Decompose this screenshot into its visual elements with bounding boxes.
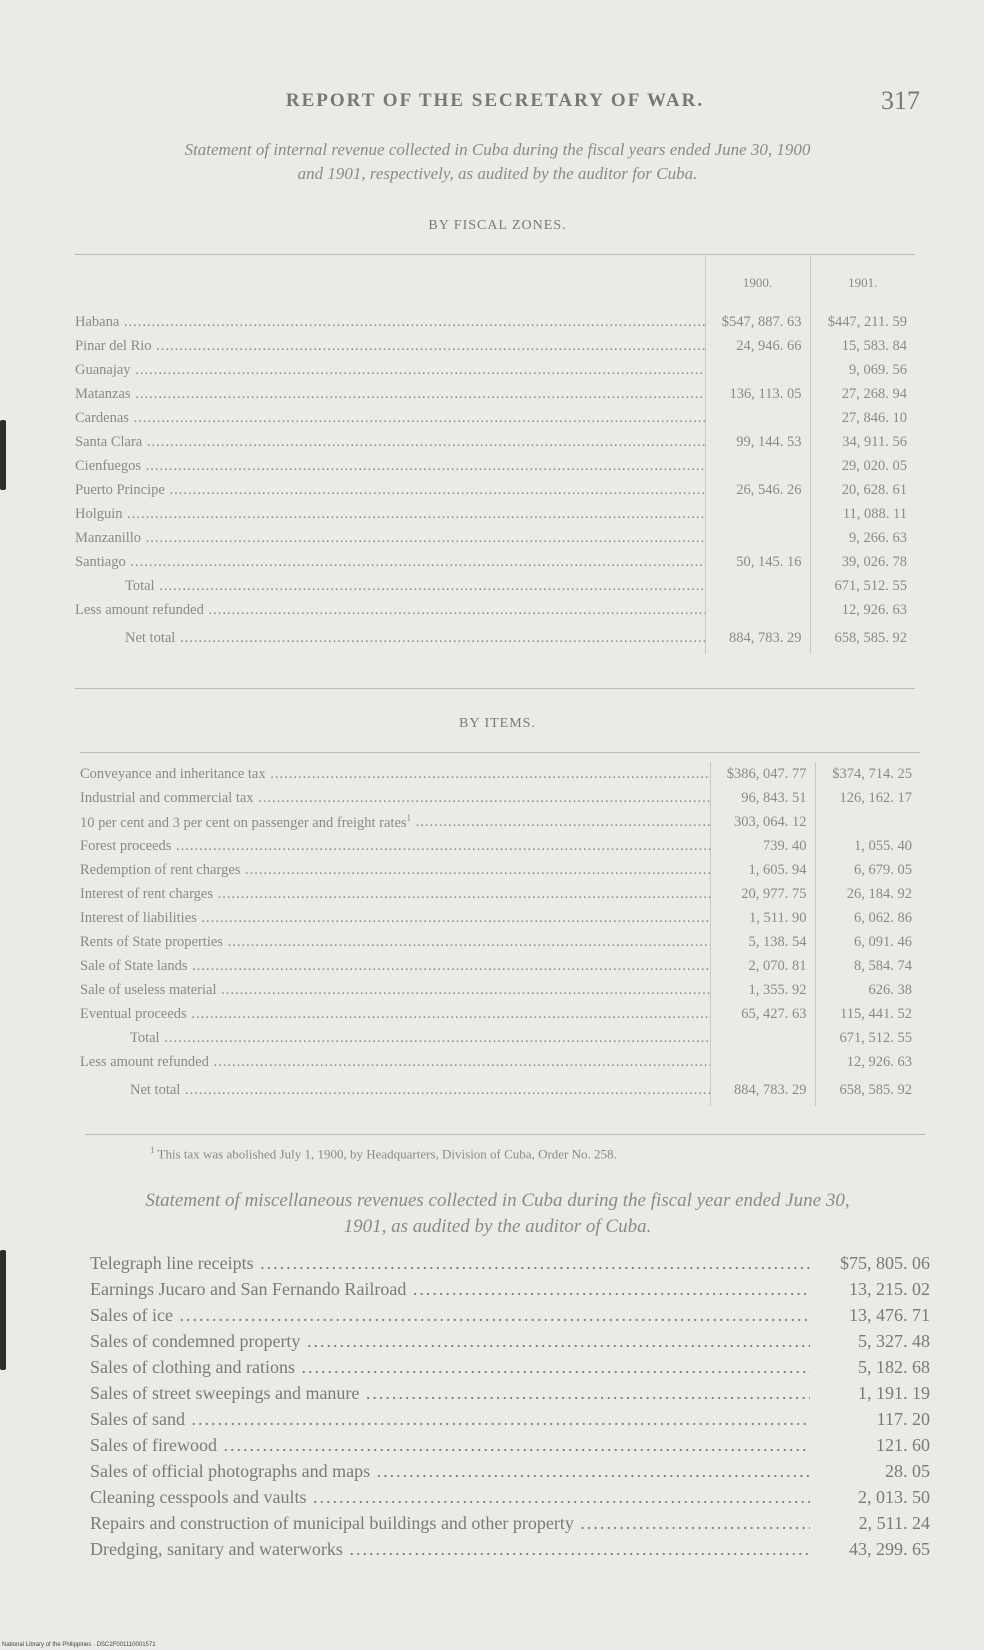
running-head: REPORT OF THE SECRETARY OF WAR. bbox=[285, 90, 705, 111]
row-label: Pinar del Rio ..... bbox=[75, 334, 705, 358]
table-row bbox=[80, 858, 920, 882]
cell-1900: 24, 946. 66 bbox=[705, 334, 810, 358]
cell-1900: 5, 138. 54 bbox=[710, 930, 815, 954]
footnote bbox=[150, 1145, 617, 1162]
row-label: Conveyance and inheritance tax ..... bbox=[80, 762, 710, 786]
cell-1901: 6, 679. 05 bbox=[815, 858, 920, 882]
row-label: Sale of useless material ..... bbox=[80, 978, 710, 1002]
cell-1900: 20, 977. 75 bbox=[710, 882, 815, 906]
row-value: 2, 013. 50 bbox=[858, 1486, 930, 1507]
statement-title-line: 1901, as audited by the auditor of Cuba. bbox=[343, 1216, 652, 1237]
row-label: Sales of firewood ..... bbox=[90, 1432, 810, 1458]
row-label: Net total ..... bbox=[80, 1074, 710, 1106]
scan-edge-mark bbox=[0, 420, 6, 490]
cell-1900: 99, 144. 53 bbox=[705, 430, 810, 454]
row-label: Redemption of rent charges ..... bbox=[80, 858, 710, 882]
cell-1901: 27, 846. 10 bbox=[810, 406, 915, 430]
row-label: Interest of rent charges ..... bbox=[80, 882, 710, 906]
scan-edge-mark bbox=[0, 1250, 6, 1370]
refund-1900 bbox=[710, 1050, 815, 1074]
table-row bbox=[90, 1432, 930, 1458]
table-row bbox=[90, 1458, 930, 1484]
table-row bbox=[90, 1510, 930, 1536]
total-row bbox=[80, 1026, 920, 1050]
row-value: 1, 191. 19 bbox=[858, 1382, 930, 1403]
row-value: 5, 327. 48 bbox=[858, 1330, 930, 1351]
cell-1901: 39, 026. 78 bbox=[810, 550, 915, 574]
row-value: $75, 805. 06 bbox=[840, 1252, 930, 1273]
row-value: 2, 511. 24 bbox=[858, 1512, 930, 1533]
row-label: Rents of State properties ..... bbox=[80, 930, 710, 954]
statement-title bbox=[70, 1188, 925, 1240]
table-row bbox=[80, 786, 920, 810]
cell-1901: $374, 714. 25 bbox=[815, 762, 920, 786]
cell-1901: 1, 055. 40 bbox=[815, 834, 920, 858]
cell-1901: 20, 628. 61 bbox=[810, 478, 915, 502]
page-header bbox=[70, 86, 920, 120]
table-row bbox=[80, 1002, 920, 1026]
table-row bbox=[75, 502, 915, 526]
cell-1901: 8, 584. 74 bbox=[815, 954, 920, 978]
cell-1900: 136, 113. 05 bbox=[705, 382, 810, 406]
cell-1901: 29, 020. 05 bbox=[810, 454, 915, 478]
cell-1901: 115, 441. 52 bbox=[815, 1002, 920, 1026]
row-label: Less amount refunded ..... bbox=[80, 1050, 710, 1074]
cell-1900: 1, 355. 92 bbox=[710, 978, 815, 1002]
row-label: Sales of clothing and rations ..... bbox=[90, 1354, 810, 1380]
cell-1900 bbox=[705, 358, 810, 382]
cell-1900: 2, 070. 81 bbox=[710, 954, 815, 978]
misc-body bbox=[90, 1250, 930, 1562]
row-label: Net total ..... bbox=[75, 622, 705, 654]
table-row bbox=[90, 1302, 930, 1328]
table-row bbox=[75, 382, 915, 406]
row-label: Interest of liabilities ..... bbox=[80, 906, 710, 930]
cell-1900: 739. 40 bbox=[710, 834, 815, 858]
header-blank bbox=[75, 256, 705, 310]
total-row bbox=[75, 574, 915, 598]
net-1900: 884, 783. 29 bbox=[705, 622, 810, 654]
cell-1900: $386, 047. 77 bbox=[710, 762, 815, 786]
table-row bbox=[75, 310, 915, 334]
row-value: 5, 182. 68 bbox=[858, 1356, 930, 1377]
row-label: Sale of State lands ..... bbox=[80, 954, 710, 978]
col-header-1900: 1900. bbox=[705, 256, 810, 310]
rule bbox=[75, 688, 915, 689]
table-row bbox=[80, 810, 920, 834]
zones-table bbox=[75, 256, 915, 654]
table-header-row bbox=[75, 256, 915, 310]
rule bbox=[80, 752, 920, 753]
row-value: 28. 05 bbox=[885, 1460, 930, 1481]
net-1901: 658, 585. 92 bbox=[815, 1074, 920, 1106]
row-value: 13, 476. 71 bbox=[849, 1304, 930, 1325]
row-label: Sales of ice ..... bbox=[90, 1302, 810, 1328]
row-label: Less amount refunded ..... bbox=[75, 598, 705, 622]
table-row bbox=[80, 834, 920, 858]
row-label: Santa Clara ..... bbox=[75, 430, 705, 454]
net-total-row bbox=[75, 622, 915, 654]
cell-1900: 96, 843. 51 bbox=[710, 786, 815, 810]
row-value: 13, 215. 02 bbox=[849, 1278, 930, 1299]
cell-1900 bbox=[705, 526, 810, 550]
statement-title-line: Statement of miscellaneous revenues collected in Cuba during the fiscal year ended June 30, bbox=[145, 1190, 850, 1211]
col-header-1901: 1901. bbox=[810, 256, 915, 310]
cell-1900: 26, 546. 26 bbox=[705, 478, 810, 502]
row-label: Forest proceeds ..... bbox=[80, 834, 710, 858]
row-label: Manzanillo ..... bbox=[75, 526, 705, 550]
table-row bbox=[75, 454, 915, 478]
row-value: 117. 20 bbox=[876, 1408, 930, 1429]
cell-1900: 50, 145. 16 bbox=[705, 550, 810, 574]
table-row bbox=[80, 882, 920, 906]
zones-body bbox=[75, 310, 915, 574]
row-label: Cleaning cesspools and vaults ..... bbox=[90, 1484, 810, 1510]
footnote-text: This tax was abolished July 1, 1900, by Headquarters, Division of Cuba, Order No. 258. bbox=[157, 1146, 617, 1162]
cell-1901: 26, 184. 92 bbox=[815, 882, 920, 906]
row-label: Industrial and commercial tax ..... bbox=[80, 786, 710, 810]
row-label: Santiago ..... bbox=[75, 550, 705, 574]
section-heading-zones: BY FISCAL ZONES. bbox=[428, 218, 567, 233]
row-label: Earnings Jucaro and San Fernando Railroad ..... bbox=[90, 1276, 810, 1302]
cell-1901: 126, 162. 17 bbox=[815, 786, 920, 810]
row-value: 43, 299. 65 bbox=[849, 1538, 930, 1559]
cell-1901: 6, 091. 46 bbox=[815, 930, 920, 954]
table-row bbox=[90, 1328, 930, 1354]
cell-1900: 65, 427. 63 bbox=[710, 1002, 815, 1026]
table-row bbox=[75, 526, 915, 550]
row-label: Sales of official photographs and maps ..... bbox=[90, 1458, 810, 1484]
table-row bbox=[75, 430, 915, 454]
table-row bbox=[80, 954, 920, 978]
zones-summary bbox=[75, 574, 915, 654]
footnote-ref: 1 bbox=[406, 812, 412, 823]
cell-1900: 1, 511. 90 bbox=[710, 906, 815, 930]
refund-row bbox=[80, 1050, 920, 1074]
cell-1901: $447, 211. 59 bbox=[810, 310, 915, 334]
statement-title-line: and 1901, respectively, as audited by the auditor for Cuba. bbox=[297, 164, 698, 183]
table-row bbox=[80, 762, 920, 786]
table-row bbox=[90, 1354, 930, 1380]
cell-1900 bbox=[705, 406, 810, 430]
row-label: Total ..... bbox=[80, 1026, 710, 1050]
row-label: Holguin ..... bbox=[75, 502, 705, 526]
page-number: 317 bbox=[881, 86, 920, 115]
table-row bbox=[75, 358, 915, 382]
table-row bbox=[75, 550, 915, 574]
cell-1901: 15, 583. 84 bbox=[810, 334, 915, 358]
cell-1901: 9, 069. 56 bbox=[810, 358, 915, 382]
row-label: Total ..... bbox=[75, 574, 705, 598]
section-heading-items: BY ITEMS. bbox=[459, 716, 536, 731]
total-1901: 671, 512. 55 bbox=[810, 574, 915, 598]
cell-1901 bbox=[815, 810, 920, 834]
row-label: 10 per cent and 3 per cent on passenger and freight rates$^1$ ..... bbox=[80, 810, 710, 834]
row-label: Repairs and construction of municipal buildings and other property ..... bbox=[90, 1510, 810, 1536]
refund-1901: 12, 926. 63 bbox=[815, 1050, 920, 1074]
total-1900 bbox=[710, 1026, 815, 1050]
misc-revenue-table bbox=[90, 1250, 930, 1562]
row-label: Matanzas ..... bbox=[75, 382, 705, 406]
table-row bbox=[90, 1380, 930, 1406]
table-row bbox=[90, 1536, 930, 1562]
table-row bbox=[90, 1276, 930, 1302]
table-row bbox=[90, 1484, 930, 1510]
row-label: Telegraph line receipts ..... bbox=[90, 1250, 810, 1276]
row-label: Sales of street sweepings and manure ..... bbox=[90, 1380, 810, 1406]
net-1901: 658, 585. 92 bbox=[810, 622, 915, 654]
refund-row bbox=[75, 598, 915, 622]
cell-1901: 27, 268. 94 bbox=[810, 382, 915, 406]
cell-1900 bbox=[705, 502, 810, 526]
cell-1901: 34, 911. 56 bbox=[810, 430, 915, 454]
cell-1900: $547, 887. 63 bbox=[705, 310, 810, 334]
row-label: Eventual proceeds ..... bbox=[80, 1002, 710, 1026]
table-row bbox=[80, 978, 920, 1002]
net-1900: 884, 783. 29 bbox=[710, 1074, 815, 1106]
row-label: Sales of condemned property ..... bbox=[90, 1328, 810, 1354]
cell-1901: 626. 38 bbox=[815, 978, 920, 1002]
table-row bbox=[90, 1250, 930, 1276]
row-label: Guanajay ..... bbox=[75, 358, 705, 382]
cell-1900: 1, 605. 94 bbox=[710, 858, 815, 882]
statement-title bbox=[70, 138, 925, 186]
row-label: Puerto Principe ..... bbox=[75, 478, 705, 502]
row-label: Cienfuegos ..... bbox=[75, 454, 705, 478]
row-label: Sales of sand ..... bbox=[90, 1406, 810, 1432]
cell-1900: 303, 064. 12 bbox=[710, 810, 815, 834]
total-1900 bbox=[705, 574, 810, 598]
refund-1900 bbox=[705, 598, 810, 622]
table-row bbox=[75, 406, 915, 430]
row-label: Habana ..... bbox=[75, 310, 705, 334]
rule bbox=[75, 254, 915, 255]
row-value: 121. 60 bbox=[876, 1434, 930, 1455]
statement-title-line: Statement of internal revenue collected in Cuba during the fiscal years ended June 30, 1900 bbox=[184, 140, 811, 159]
row-label: Dredging, sanitary and waterworks ..... bbox=[90, 1536, 810, 1562]
table-row bbox=[75, 478, 915, 502]
scan-caption: National Library of the Philippines · DSC2F001110001571 bbox=[2, 1642, 156, 1648]
rule bbox=[85, 1134, 925, 1135]
total-1901: 671, 512. 55 bbox=[815, 1026, 920, 1050]
items-body bbox=[80, 762, 920, 1026]
refund-1901: 12, 926. 63 bbox=[810, 598, 915, 622]
cell-1900 bbox=[705, 454, 810, 478]
table-row bbox=[90, 1406, 930, 1432]
cell-1901: 6, 062. 86 bbox=[815, 906, 920, 930]
net-total-row bbox=[80, 1074, 920, 1106]
items-summary bbox=[80, 1026, 920, 1106]
cell-1901: 9, 266. 63 bbox=[810, 526, 915, 550]
table-row bbox=[80, 906, 920, 930]
table-row bbox=[75, 334, 915, 358]
row-label: Cardenas ..... bbox=[75, 406, 705, 430]
cell-1901: 11, 088. 11 bbox=[810, 502, 915, 526]
table-row bbox=[80, 930, 920, 954]
items-table bbox=[80, 762, 920, 1106]
footnote-mark: 1 bbox=[150, 1145, 155, 1155]
